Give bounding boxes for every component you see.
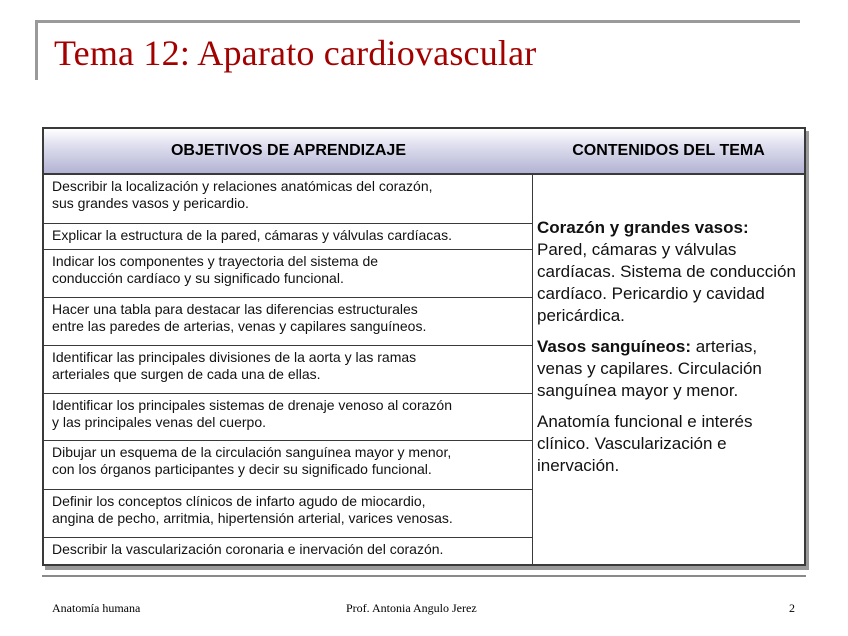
objective-row: Identificar los principales sistemas de drenaje venoso al corazón y las principales venas del cuerpo. xyxy=(44,394,532,441)
objective-row: Explicar la estructura de la pared, cámaras y válvulas cardíacas. xyxy=(44,224,532,250)
footer-author: Prof. Antonia Angulo Jerez xyxy=(346,601,477,615)
objective-row: Describir la vascularización coronaria e inervación del corazón. xyxy=(52,541,444,557)
objective-row: Identificar las principales divisiones de la aorta y las ramas arteriales que surgen de cada una de ellas. xyxy=(44,346,532,394)
slide-title: Tema 12: Aparato cardiovascular xyxy=(54,33,537,73)
contents-clinical: Anatomía funcional e interés clínico. Vascularización e inervación. xyxy=(537,412,753,475)
objective-row: Indicar los componentes y trayectoria del sistema de conducción cardíaco y su significado funcional. xyxy=(44,250,532,298)
page-number: 2 xyxy=(789,601,795,615)
contents-heart: Corazón y grandes vasos: Pared, cámaras y válvulas cardíacas. Sistema de conducción cardíaco. Pericardio y cavidad pericárdica. xyxy=(537,218,796,325)
objectives-column xyxy=(44,175,533,564)
contents-vessels-heading: Vasos sanguíneos: xyxy=(537,337,691,356)
top-rule xyxy=(35,20,800,23)
bottom-rule xyxy=(42,575,806,577)
contents-heart-heading: Corazón y grandes vasos: xyxy=(537,218,749,237)
header-objectives: OBJETIVOS DE APRENDIZAJE xyxy=(170,142,406,159)
objective-row: Definir los conceptos clínicos de infarto agudo de miocardio, angina de pecho, arritmia, hipertensión arterial, varices venosas. xyxy=(44,490,532,538)
objective-row: Hacer una tabla para destacar las diferencias estructurales entre las paredes de arterias, venas y capilares sanguíneos. xyxy=(44,298,532,346)
left-rule xyxy=(35,20,38,80)
objective-row: Describir la localización y relaciones anatómicas del corazón, sus grandes vasos y pericardio. xyxy=(44,175,532,224)
header-contents: CONTENIDOS DEL TEMA xyxy=(572,142,765,159)
table-header xyxy=(44,129,804,175)
contents-column xyxy=(537,217,799,486)
objective-row: Dibujar un esquema de la circulación sanguínea mayor y menor, con los órganos participantes y decir su significado funcional. xyxy=(44,441,532,490)
objectives-table xyxy=(42,127,806,566)
contents-vessels: Vasos sanguíneos: arterias, venas y capilares. Circulación sanguínea mayor y menor. xyxy=(537,337,762,400)
footer-course: Anatomía humana xyxy=(52,601,141,615)
